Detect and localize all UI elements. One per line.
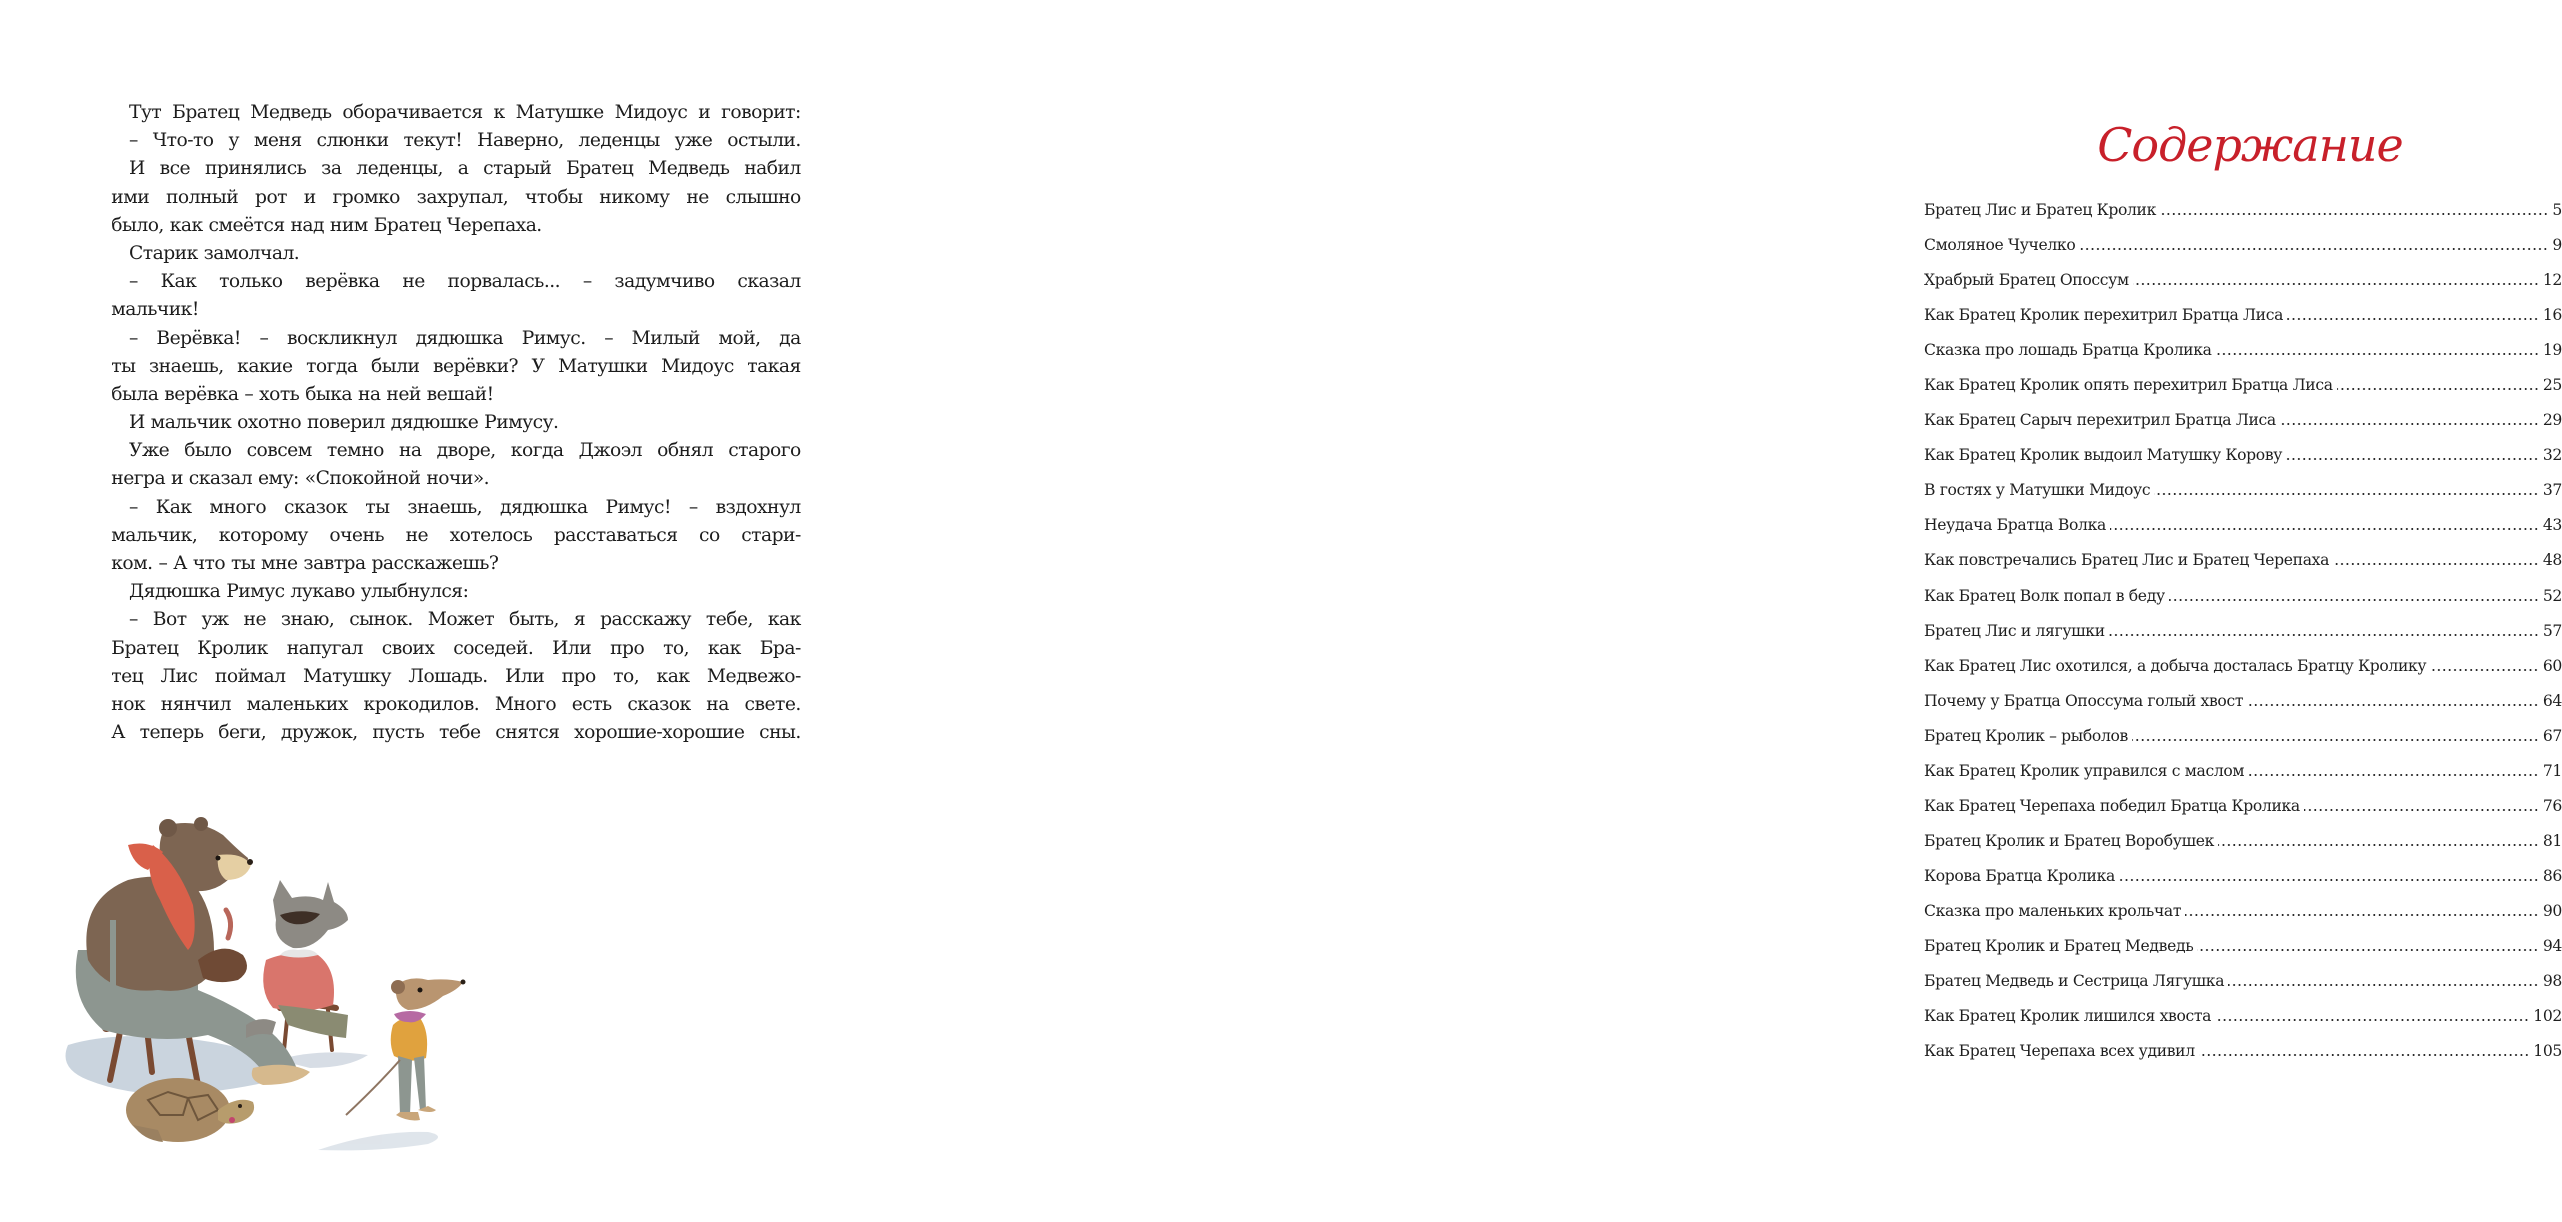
story-line: – Что-то у меня слюнки текут! Наверно, леденцы уже остыли.	[129, 129, 801, 152]
story-line: Уже было совсем темно на дворе, когда Джоэл обнял старого	[129, 439, 801, 462]
toc-entry-title: Как Братец Волк попал в беду	[1924, 586, 2165, 605]
illustration-bear-raccoon-mouse-turtle-icon	[48, 810, 488, 1155]
toc-entry[interactable]	[1924, 937, 2562, 972]
toc-entry[interactable]	[1924, 341, 2562, 376]
toc-dot-leader	[2280, 423, 2539, 425]
toc-entry-title: Как Братец Черепаха победил Братца Кролика	[1924, 796, 2300, 815]
toc-entry[interactable]	[1924, 306, 2562, 341]
toc-entry[interactable]	[1924, 622, 2562, 657]
toc-entry-page-number: 12	[2542, 271, 2562, 290]
toc-entry[interactable]	[1924, 692, 2562, 727]
story-line: негра и сказал ему: «Спокойной ночи».	[111, 467, 490, 490]
toc-entry-page-number: 105	[2533, 1042, 2562, 1061]
toc-entry-page-number: 5	[2552, 201, 2562, 219]
toc-entry[interactable]	[1924, 516, 2562, 551]
story-line: – Верёвка! – воскликнул дядюшка Римус. – Милый мой, да	[129, 326, 801, 349]
toc-entry-page-number: 76	[2542, 796, 2562, 815]
story-line: – Как только верёвка не порвалась... – задумчиво сказал	[129, 270, 801, 293]
toc-entry[interactable]	[1924, 201, 2562, 236]
toc-entry-title: Братец Лис и Братец Кролик	[1924, 201, 2156, 219]
toc-entry[interactable]	[1924, 1042, 2562, 1077]
story-line: Старик замолчал.	[129, 241, 300, 264]
story-line: И мальчик охотно поверил дядюшке Римусу.	[129, 411, 559, 434]
toc-entry-title: Как повстречались Братец Лис и Братец Черепаха	[1924, 551, 2330, 570]
toc-dot-leader	[2216, 353, 2539, 355]
toc-entry-title: Как Братец Черепаха всех удивил	[1924, 1042, 2195, 1061]
story-line: было, как смеётся над ним Братец Черепаха.	[111, 213, 542, 236]
toc-entry-title: Как Братец Кролик опять перехитрил Братца Лиса	[1924, 376, 2333, 395]
toc-dot-leader	[2079, 248, 2548, 250]
table-of-contents	[1924, 201, 2562, 1077]
story-line: мальчик, которому очень не хотелось расставаться со стари-	[111, 523, 801, 546]
toc-dot-leader	[2199, 1054, 2530, 1056]
toc-dot-leader	[2287, 318, 2539, 320]
toc-dot-leader	[2248, 774, 2539, 776]
toc-entry-page-number: 57	[2542, 621, 2562, 640]
toc-entry-title: Братец Медведь и Сестрица Лягушка	[1924, 972, 2225, 991]
story-text	[111, 98, 801, 746]
toc-entry-page-number: 94	[2542, 936, 2562, 955]
toc-entry-page-number: 81	[2542, 831, 2562, 850]
story-line: Братец Кролик напугал своих соседей. Или про то, как Бра-	[111, 636, 801, 659]
toc-dot-leader	[2197, 949, 2539, 951]
toc-dot-leader	[2286, 458, 2539, 460]
toc-entry[interactable]	[1924, 551, 2562, 586]
toc-dot-leader	[2109, 634, 2539, 636]
story-line: нок нянчил маленьких крокодилов. Много есть сказок на свете.	[111, 692, 801, 715]
toc-entry[interactable]	[1924, 972, 2562, 1007]
toc-entry-title: Как Братец Лис охотился, а добыча досталась Братцу Кролику	[1924, 656, 2427, 675]
toc-entry[interactable]	[1924, 1007, 2562, 1042]
toc-entry-title: Храбрый Братец Опоссум	[1924, 271, 2129, 290]
story-line: была верёвка – хоть быка на ней вешай!	[111, 382, 494, 405]
toc-entry-page-number: 90	[2542, 901, 2562, 920]
toc-entry-title: Братец Кролик – рыболов	[1924, 726, 2128, 745]
toc-entry-page-number: 43	[2542, 516, 2562, 535]
toc-entry-page-number: 16	[2542, 306, 2562, 325]
toc-entry-page-number: 64	[2542, 691, 2562, 710]
mouse	[346, 978, 466, 1120]
toc-entry[interactable]	[1924, 762, 2562, 797]
toc-dot-leader	[2110, 528, 2539, 530]
story-line: А теперь беги, дружок, пусть тебе снятся хорошие-хорошие сны.	[111, 721, 801, 744]
toc-entry-title: В гостях у Матушки Мидоус	[1924, 481, 2151, 500]
toc-entry-page-number: 71	[2542, 761, 2562, 780]
toc-entry[interactable]	[1924, 587, 2562, 622]
toc-entry-page-number: 32	[2542, 446, 2562, 465]
toc-dot-leader	[2119, 879, 2539, 881]
toc-entry[interactable]	[1924, 236, 2562, 271]
toc-entry[interactable]	[1924, 797, 2562, 832]
toc-entry[interactable]	[1924, 902, 2562, 937]
toc-dot-leader	[2247, 704, 2539, 706]
toc-entry-page-number: 48	[2542, 551, 2562, 570]
toc-entry-title: Как Братец Сарыч перехитрил Братца Лиса	[1924, 411, 2276, 430]
story-line: – Как много сказок ты знаешь, дядюшка Римус! – вздохнул	[129, 495, 801, 518]
toc-entry-title: Сказка про лошадь Братца Кролика	[1924, 341, 2212, 360]
toc-dot-leader	[2169, 599, 2539, 601]
toc-entry-title: Братец Кролик и Братец Медведь	[1924, 936, 2194, 955]
toc-dot-leader	[2430, 669, 2539, 671]
left-page	[0, 0, 900, 1222]
toc-entry[interactable]	[1924, 657, 2562, 692]
toc-entry-title: Корова Братца Кролика	[1924, 866, 2115, 885]
toc-dot-leader	[2333, 563, 2539, 565]
toc-entry-title: Братец Лис и лягушки	[1924, 621, 2105, 640]
toc-entry-page-number: 102	[2533, 1007, 2562, 1026]
toc-entry[interactable]	[1924, 376, 2562, 411]
toc-entry-title: Братец Кролик и Братец Воробушек	[1924, 831, 2215, 850]
toc-entry-page-number: 37	[2542, 481, 2562, 500]
toc-dot-leader	[2133, 283, 2539, 285]
toc-dot-leader	[2228, 984, 2539, 986]
toc-entry-title: Как Братец Кролик лишился хвоста	[1924, 1007, 2212, 1026]
toc-entry[interactable]	[1924, 411, 2562, 446]
story-line: И все принялись за леденцы, а старый Братец Медведь набил	[129, 157, 801, 180]
toc-entry-page-number: 60	[2542, 656, 2562, 675]
story-line: тец Лис поймал Матушку Лошадь. Или про то, как Медвежо-	[111, 664, 801, 687]
toc-dot-leader	[2185, 914, 2539, 916]
story-line: ком. – А что ты мне завтра расскажешь?	[111, 552, 499, 574]
toc-entry-title: Неудача Братца Волка	[1924, 516, 2106, 535]
story-line: ты знаешь, какие тогда были верёвки? У Матушки Мидоус такая	[111, 354, 801, 377]
toc-dot-leader	[2132, 739, 2539, 741]
toc-entry-title: Как Братец Кролик выдоил Матушку Корову	[1924, 446, 2283, 465]
toc-entry[interactable]	[1924, 481, 2562, 516]
toc-dot-leader	[2304, 809, 2539, 811]
toc-dot-leader	[2154, 493, 2539, 495]
right-page	[900, 0, 2562, 1222]
toc-entry-page-number: 67	[2542, 726, 2562, 745]
story-line: Дядюшка Римус лукаво улыбнулся:	[129, 580, 469, 603]
toc-dot-leader	[2218, 844, 2539, 846]
toc-entry[interactable]	[1924, 446, 2562, 481]
toc-dot-leader	[2160, 213, 2548, 215]
story-line: мальчик!	[111, 298, 199, 321]
toc-entry-title: Смоляное Чучелко	[1924, 236, 2076, 255]
toc-entry-title: Сказка про маленьких крольчат	[1924, 901, 2182, 920]
toc-entry-title: Как Братец Кролик управился с маслом	[1924, 761, 2245, 780]
toc-entry-page-number: 52	[2542, 586, 2562, 605]
toc-entry[interactable]	[1924, 271, 2562, 306]
toc-dot-leader	[2337, 388, 2539, 390]
story-line: Тут Братец Медведь оборачивается к Матушке Мидоус и говорит:	[129, 101, 801, 123]
toc-entry-title: Почему у Братца Опоссума голый хвост	[1924, 691, 2244, 710]
toc-entry-page-number: 29	[2542, 411, 2562, 430]
story-line: – Вот уж не знаю, сынок. Может быть, я расскажу тебе, как	[129, 608, 801, 631]
toc-entry-title: Как Братец Кролик перехитрил Братца Лиса	[1924, 306, 2284, 325]
toc-entry-page-number: 9	[2552, 236, 2562, 255]
story-line: ими полный рот и громко захрупал, чтобы никому не слышно	[111, 185, 801, 208]
toc-title: Содержание	[2097, 118, 2403, 172]
raccoon	[246, 880, 348, 1038]
toc-entry-page-number: 19	[2542, 341, 2562, 360]
toc-entry[interactable]	[1924, 867, 2562, 902]
toc-dot-leader	[2215, 1019, 2529, 1021]
toc-entry[interactable]	[1924, 727, 2562, 762]
toc-entry-page-number: 98	[2542, 972, 2562, 991]
toc-entry-page-number: 25	[2542, 376, 2562, 395]
toc-entry-page-number: 86	[2542, 866, 2562, 885]
toc-entry[interactable]	[1924, 832, 2562, 867]
